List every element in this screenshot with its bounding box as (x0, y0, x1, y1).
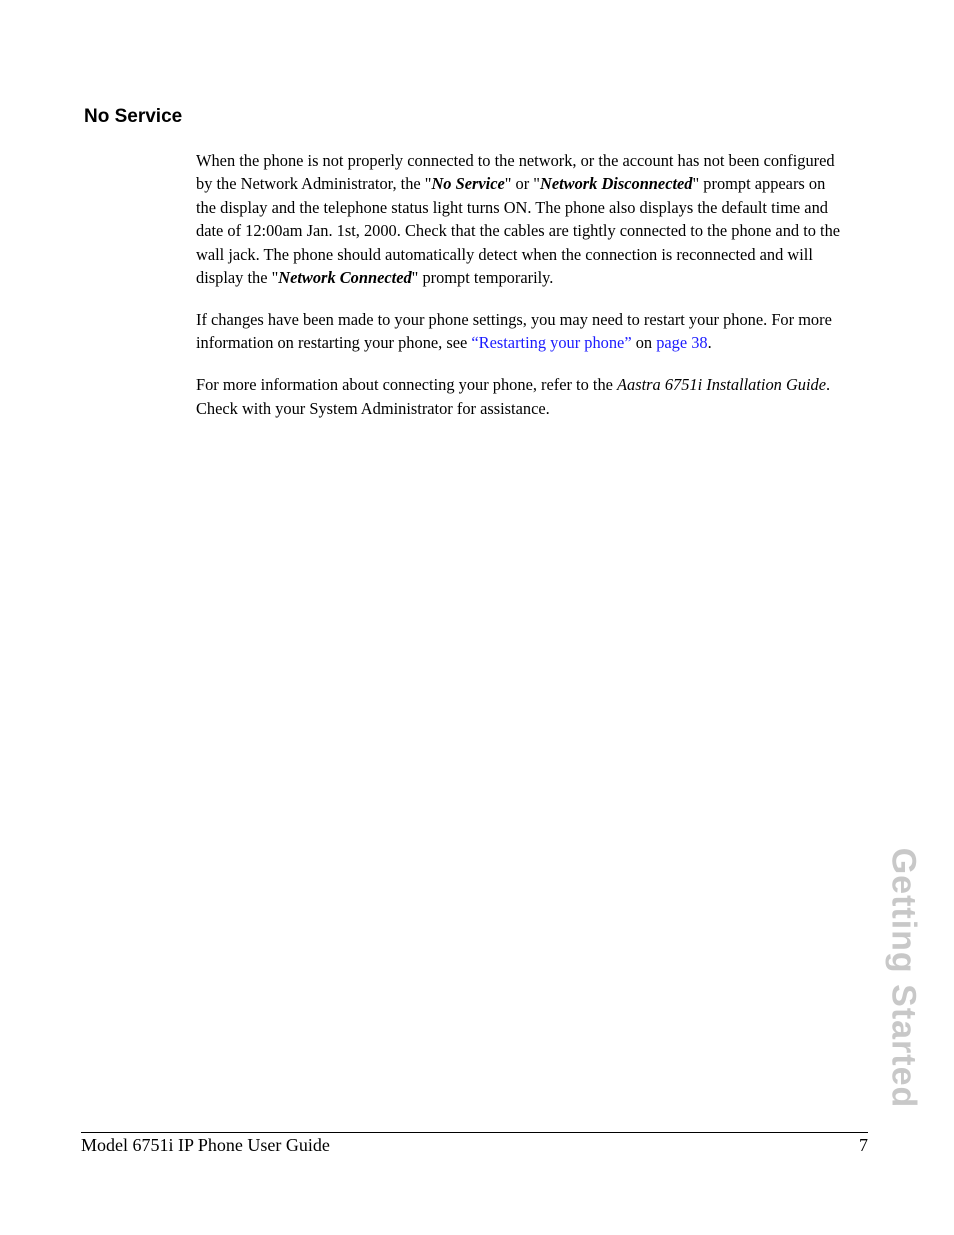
page-38-link[interactable]: page 38 (656, 333, 708, 353)
prompt-network-disconnected: Network Disconnected (539, 174, 693, 194)
text-run: " prompt temporarily. (411, 268, 554, 288)
prompt-network-connected: Network Connected (278, 268, 412, 288)
text-run: on (631, 333, 657, 353)
chapter-side-tab (883, 845, 923, 1111)
text-run: by the Network Administrator, the " (196, 174, 432, 194)
section-heading: No Service (84, 106, 183, 127)
paragraph-no-service (196, 149, 876, 289)
text-run: . (707, 333, 712, 353)
page-number: 7 (859, 1135, 868, 1155)
text-line (196, 373, 876, 396)
text-run: " or " (504, 174, 540, 194)
text-line: date of 12:00am Jan. 1st, 2000. Check that the cables are tightly connected to the phone and to the (196, 221, 841, 241)
text-line: If changes have been made to your phone settings, you may need to restart your phone. For more (196, 309, 832, 329)
restarting-phone-link[interactable]: “Restarting your phone” (471, 333, 632, 353)
paragraph-installation (196, 373, 876, 420)
footer-guide-title: Model 6751i IP Phone User Guide (81, 1135, 330, 1155)
body-text (196, 149, 876, 439)
prompt-no-service: No Service (431, 174, 505, 194)
text-run: information on restarting your phone, see (196, 333, 472, 353)
text-run: For more information about connecting your phone, refer to the (196, 375, 618, 395)
text-line: the display and the telephone status light turns ON. The phone also displays the default time and (196, 197, 828, 217)
installation-guide-title: Aastra 6751i Installation Guide (617, 375, 827, 395)
text-line: When the phone is not properly connected to the network, or the account has not been configured (196, 151, 835, 170)
text-run: " prompt appears on (692, 174, 826, 194)
text-line (196, 266, 876, 289)
text-line (196, 331, 876, 354)
chapter-tab-label: Getting Started (884, 847, 923, 1109)
text-line: wall jack. The phone should automatically detect when the connection is reconnected and will (196, 244, 813, 264)
paragraph-restart (196, 308, 876, 355)
text-line: Check with your System Administrator for assistance. (196, 398, 550, 418)
text-line (196, 172, 876, 195)
text-run: . (826, 375, 831, 395)
text-run: display the " (196, 268, 279, 288)
